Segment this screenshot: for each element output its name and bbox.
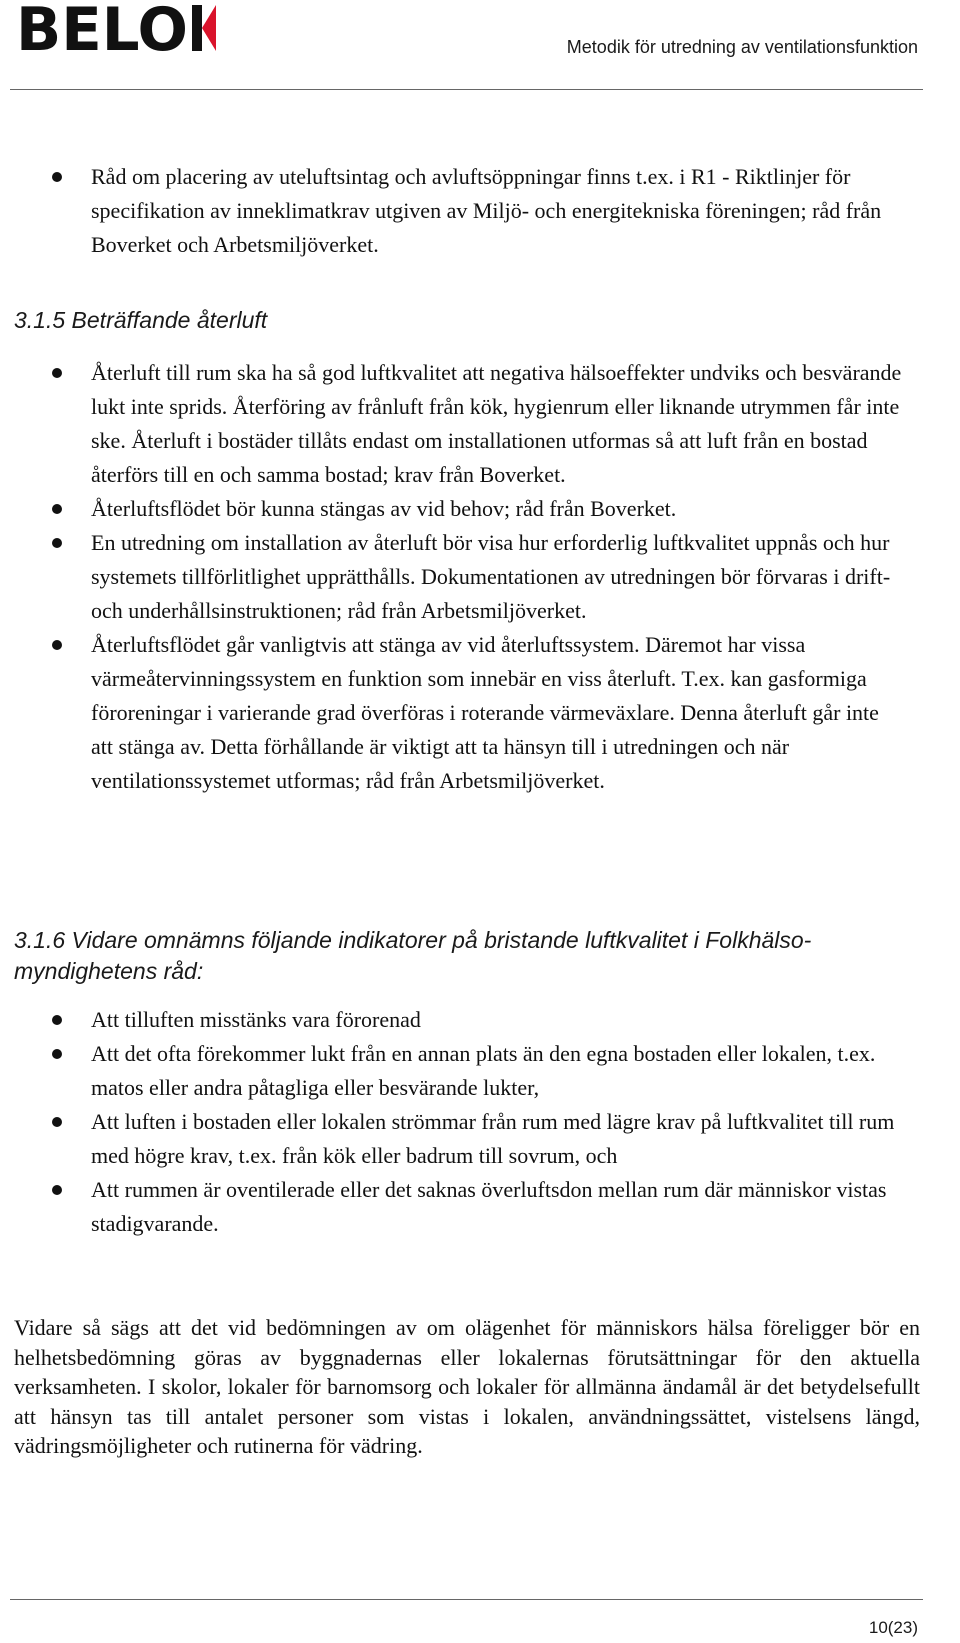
list-item: Att luften i bostaden eller lokalen strömmar från rum med lägre krav på luftkvalitet till rum med högre krav, t.ex. från kök eller badrum till sovrum, och xyxy=(0,1105,906,1173)
list-item: Råd om placering av uteluftsintag och avluftsöppningar finns t.ex. i R1 - Riktlinjer för specifikation av inneklimatkrav utgiven av Miljö- och energitekniska föreningen; råd från Boverket och Arbetsmiljöverket. xyxy=(0,160,906,262)
list-item: Att det ofta förekommer lukt från en annan plats än den egna bostaden eller lokalen, t.ex. matos eller andra påtagliga eller besvärande lukter, xyxy=(0,1037,906,1105)
belok-logo xyxy=(16,2,216,56)
bullet-icon xyxy=(52,1117,62,1127)
document-title: Metodik för utredning av ventilationsfunktion xyxy=(566,37,918,57)
list-item: Att tilluften misstänks vara förorenad xyxy=(0,1003,906,1037)
footer-divider xyxy=(10,1599,923,1600)
section-316-bullet-list xyxy=(0,1003,906,1241)
bullet-icon xyxy=(52,1185,62,1195)
bullet-icon xyxy=(52,1049,62,1059)
list-item: Återluftsflödet bör kunna stängas av vid behov; råd från Boverket. xyxy=(0,492,906,526)
header-divider xyxy=(10,89,923,90)
section-heading-316: 3.1.6 Vidare omnämns följande indikatorer på bristande luftkvalitet i Folkhälso-myndighetens råd: xyxy=(14,927,812,984)
bullet-icon xyxy=(52,1015,62,1025)
bullet-icon xyxy=(52,368,62,378)
list-item: Att rummen är oventilerade eller det saknas överluftsdon mellan rum där människor vistas stadigvarande. xyxy=(0,1173,906,1241)
section-heading-315: 3.1.5 Beträffande återluft xyxy=(14,307,268,333)
page-number: 10(23) xyxy=(868,1618,918,1637)
section-315-bullet-list xyxy=(0,356,906,798)
bullet-icon xyxy=(52,172,62,182)
list-item: En utredning om installation av återluft bör visa hur erforderlig luftkvalitet uppnås och hur systemets tillförlitlighet upprätthålls. Dokumentationen av utredningen bör förvaras i drift- och underhållsinstruktionen; råd från Arbetsmiljöverket. xyxy=(0,526,906,628)
bullet-icon xyxy=(52,538,62,548)
list-item: Återluft till rum ska ha så god luftkvalitet att negativa hälsoeffekter undviks och besvärande lukt inte sprids. Återföring av frånluft från kök, hygienrum eller liknande utrymmen får inte ske. Återluft i bostäder tillåts endast om installationen utformas så att luft från en bostad återförs till en och samma bostad; krav från Boverket. xyxy=(0,356,906,492)
intro-bullet-list xyxy=(0,160,906,262)
list-item: Återluftsflödet går vanligtvis att stänga av vid återluftssystem. Däremot har vissa värmeåtervinningssystem en funktion som innebär en viss återluft. T.ex. kan gasformiga föroreningar i varierande grad överföras i roterande värmeväxlare. Denna återluft går inte att stänga av. Detta förhållande är viktigt att ta hänsyn till i utredningen och när ventilationssystemet utformas; råd från Arbetsmiljöverket. xyxy=(0,628,906,798)
bullet-icon xyxy=(52,640,62,650)
closing-paragraph: Vidare så sägs att det vid bedömningen av om olägenhet för människors hälsa föreligger bör en helhetsbedömning göras av byggnadernas eller lokalernas förutsättningar för den aktuella verksamheten. I skolor, lokaler för barnomsorg och lokaler för allmänna ändamål är det betydelsefullt att hänsyn tas till antalet personer som vistas i lokalen, användningssättet, vistelsens längd, vädringsmöjligheter och rutinerna för vädring. xyxy=(14,1315,920,1458)
bullet-icon xyxy=(52,504,62,514)
svg-text:BELO: BELO xyxy=(16,2,188,56)
